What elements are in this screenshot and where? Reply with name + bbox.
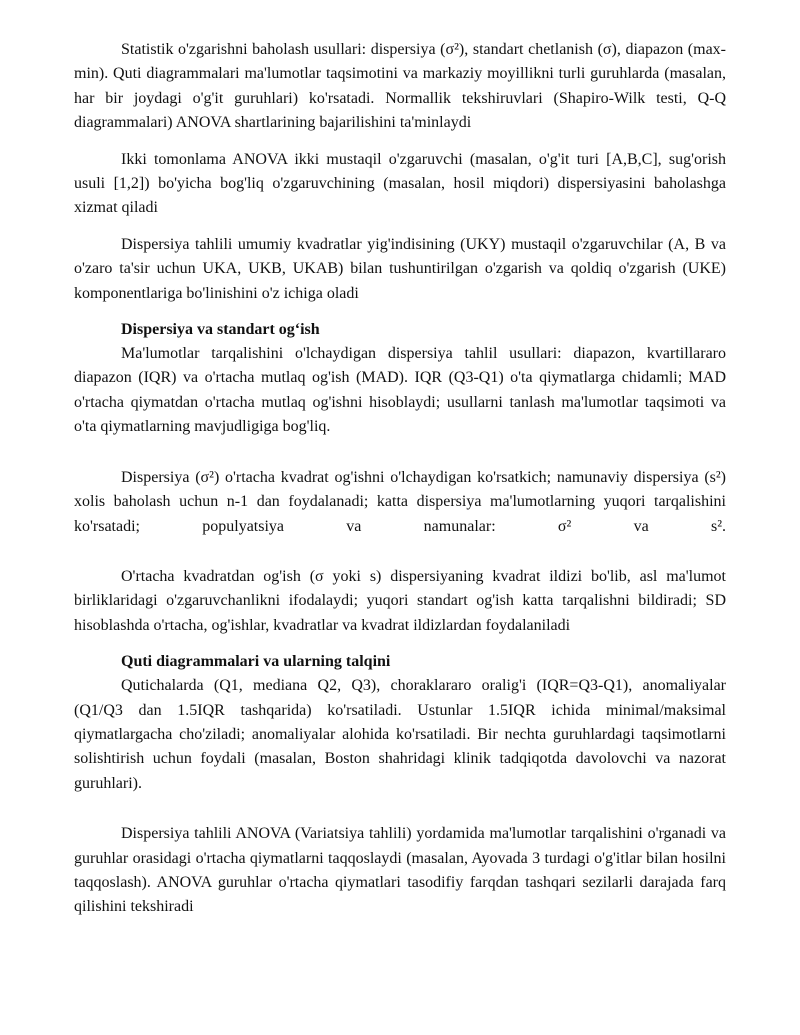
paragraph-variance: Dispersiya (σ²) o'rtacha kvadrat og'ishni o'lchaydigan ko'rsatkich; namunaviy dispersiya (s²) xolis baholash uchun n-1 dan foydalanadi; katta dispersiya ma'lumotlarning yuqori tarqalishini ko'rsatadi; populyatsiya va namunalar: σ² va s².: [74, 468, 726, 535]
paragraph-standard-deviation: O'rtacha kvadratdan og'ish (σ yoki s) dispersiyaning kvadrat ildizi bo'lib, asl ma'lumot birliklaridagi o'zgaruvchanlikni ifodalaydi; yuqori standart og'ish katta tarqalishni bildiradi; SD hisoblashda o'rtacha, og'ishlar, kvadratlar va kvadrat ildizlardan foydalaniladi: [74, 567, 726, 634]
paragraph-anova-analysis: Dispersiya tahlili ANOVA (Variatsiya tahlili) yordamida ma'lumotlar tarqalishini o'rganadi va guruhlar orasidagi o'rtacha qiymatlarni taqqoslaydi (masalan, Ayovada 3 turdagi o'g'itlar bilan hosilni taqqoslash). ANOVA guruhlar o'rtacha qiymatlari tasodifiy farqdan tashqari sezilarli darajada farq qilishini tekshiradi: [74, 825, 726, 916]
paragraph-sum-of-squares: Dispersiya tahlili umumiy kvadratlar yig'indisining (UKY) mustaqil o'zgaruvchilar (A, B va o'zaro ta'sir uchun UKA, UKB, UKAB) bilan tushuntirilgan o'zgarish va qoldiq o'zgarish (UKE) komponentlariga bo'linishini o'z ichiga oladi: [74, 235, 726, 302]
paragraph-two-way-anova: Ikki tomonlama ANOVA ikki mustaqil o'zgaruvchi (masalan, o'g'it turi [A,B,C], sug'orish usuli [1,2]) bo'yicha bog'liq o'zgaruvchining (masalan, hosil miqdori) dispersiyasini baholashga xizmat qiladi: [74, 150, 726, 217]
heading-variance-std: Dispersiya va standart og‘ish: [121, 321, 320, 339]
paragraph-dispersion-methods: Ma'lumotlar tarqalishini o'lchaydigan dispersiya tahlil usullari: diapazon, kvartillararo diapazon (IQR) va o'rtacha mutlaq og'ish (MAD). IQR (Q3-Q1) o'ta qiymatlarga chidamli; MAD o'rtacha qiymatdan o'rtacha mutlaq og'ishni hisoblaydi; usullarni tanlash ma'lumotlar taqsimoti va o'ta qiymatlarning mavjudligiga bog'liq.: [74, 345, 726, 436]
paragraph-statistical-variation: Statistik o'zgarishni baholash usullari: dispersiya (σ²), standart chetlanish (σ), diapazon (max-min). Quti diagrammalari ma'lumotlar taqsimotini va markaziy moyillikni turli guruhlarda (masalan, har bir joydagi o'g'it guruhlari) ko'rsatadi. Normallik tekshiruvlari (Shapiro-Wilk testi, Q-Q diagrammalari) ANOVA shartlarining bajarilishini ta'minlaydi: [74, 41, 726, 132]
document-page: [74, 38, 726, 920]
heading-box-plots: Quti diagrammalari va ularning talqini: [121, 653, 391, 671]
paragraph-box-plot-details: Qutichalarda (Q1, mediana Q2, Q3), choraklararo oralig'i (IQR=Q3-Q1), anomaliyalar (Q1/Q3 dan 1.5IQR tashqarida) ko'rsatiladi. Ustunlar 1.5IQR ichida minimal/maksimal qiymatlargacha cho'ziladi; anomaliyalar alohida ko'rsatiladi. Bir nechta guruhlardagi taqsimotlarni solishtirish uchun foydali (masalan, Boston shahridagi klinik tadqiqotda davolovchi va nazorat guruhlari).: [74, 677, 726, 792]
